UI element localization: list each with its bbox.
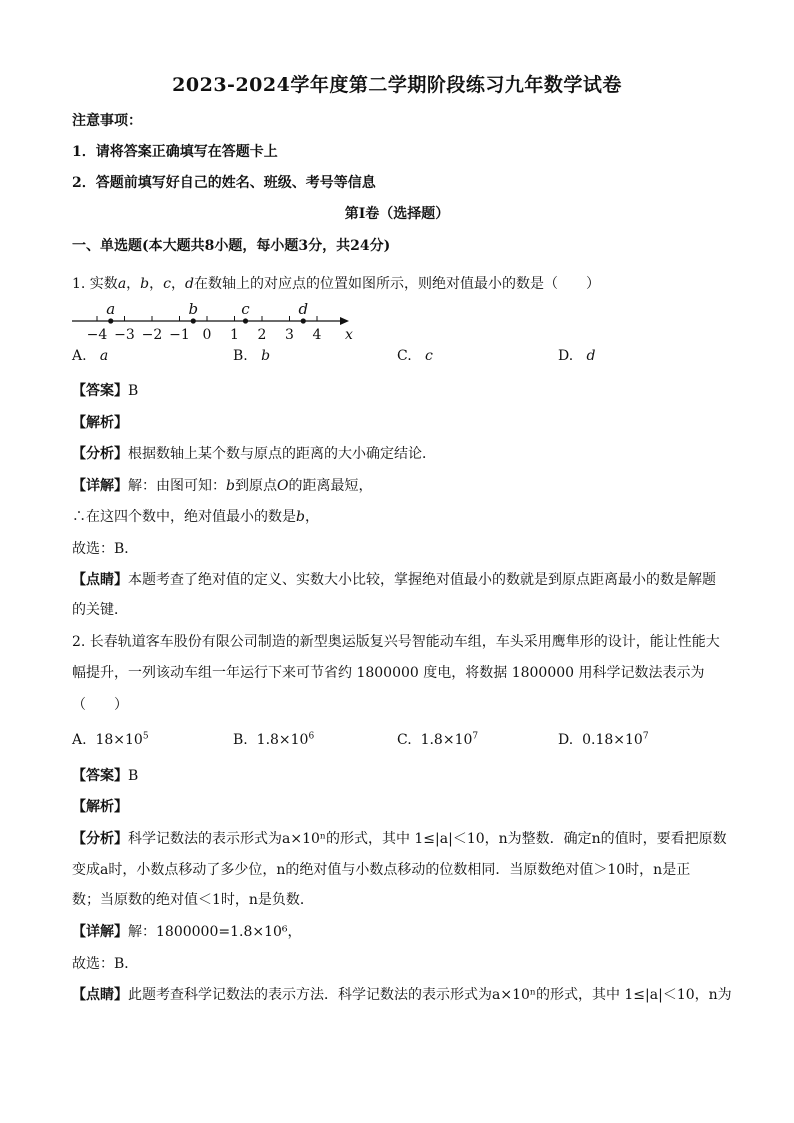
q1-therefore-post: ， (304, 509, 319, 525)
q2-answer-tag: 【答案】 (72, 768, 128, 784)
q1-var-d: d (184, 276, 194, 292)
number-line-tick-label: 2 (257, 327, 267, 343)
section-title: 一、单选题(本大题共8小题，每小题3分，共24分) (72, 238, 391, 254)
q2-option-d-letter: D. (558, 732, 574, 748)
q1-answer-value: B (128, 383, 139, 399)
number-line-tick-label: −2 (141, 327, 163, 343)
q1-option-b-text: b (261, 348, 271, 364)
q1-fenxi (72, 443, 436, 463)
q1-option-b-letter: B. (233, 348, 248, 364)
q1-option-b[interactable] (233, 348, 270, 364)
q1-option-d[interactable] (558, 348, 596, 364)
notice-item-2: 2．答题前填写好自己的姓名、班级、考号等信息 (72, 175, 376, 191)
q1-option-a-letter: A. (72, 348, 87, 364)
q2-analysis-tag: 【解析】 (72, 799, 128, 815)
q1-option-c-letter: C. (397, 348, 412, 364)
q2-option-d-exp: 7 (642, 731, 649, 742)
q1-xiangjie-pre: 解：由图可知： (128, 478, 226, 494)
q1-dianjing-tag: 【点睛】 (72, 572, 128, 588)
q1-dianjing-1 (72, 569, 716, 589)
number-line-tick-label: −3 (114, 327, 135, 343)
q1-xiangjie-o: O (276, 478, 289, 494)
q1-choose: 故选：B． (72, 541, 139, 557)
q2-stem-3: （ ） (72, 697, 128, 713)
q1-option-c-text: c (425, 348, 433, 364)
q1-stem-pre: 1. 实数 (72, 276, 118, 292)
q1-therefore-b: b (296, 509, 305, 525)
q1-xiangjie-mid: 到原点 (234, 478, 277, 494)
q2-stem-2: 幅提升，一列该动车组一年运行下来可节省约 1800000 度电，将数据 1800000 用科学记数法表示为 (72, 665, 705, 681)
q2-option-c-base: 1.8×10 (420, 732, 473, 748)
q2-xiangjie-text: 解：1800000=1.8×10⁶， (128, 924, 302, 940)
q2-fenxi-3: 数；当原数的绝对值＜1时，n是负数． (72, 892, 314, 908)
q2-dianjing-tag: 【点睛】 (72, 987, 128, 1003)
notice-heading: 注意事项： (72, 113, 142, 129)
number-line-point-label-a: a (106, 300, 116, 318)
q1-var-b: b (140, 276, 150, 292)
q1-answer-tag: 【答案】 (72, 383, 128, 399)
number-line-point-label-d: d (298, 300, 309, 318)
q1-fenxi-tag: 【分析】 (72, 446, 128, 462)
q2-fenxi-1 (72, 828, 727, 848)
q2-option-c-exp: 7 (472, 731, 479, 742)
q1-var-a: a (117, 276, 127, 292)
number-line-point-d (301, 318, 306, 323)
q2-option-d[interactable] (558, 732, 649, 748)
q2-stem-1: 2. 长春轨道客车股份有限公司制造的新型奥运版复兴号智能动车组，车头采用鹰隼形的设计，能让性能大 (72, 634, 720, 650)
page-title: 2023-2024学年度第二学期阶段练习九年数学试卷 (172, 74, 622, 96)
number-line-point-c (243, 318, 248, 323)
q2-option-b[interactable] (233, 732, 314, 748)
q1-answer (72, 380, 138, 400)
q2-fenxi-text-1: 科学记数法的表示形式为a×10ⁿ的形式，其中 1≤|a|＜10，n为整数．确定n的值时，要看把原数 (128, 831, 727, 847)
number-line-point-b (191, 318, 196, 323)
q2-option-c[interactable] (397, 732, 478, 748)
q1-xiangjie (72, 475, 372, 495)
q1-analysis-tag: 【解析】 (72, 415, 128, 431)
q1-xiangjie-tag: 【详解】 (72, 478, 128, 494)
q2-option-a-letter: A. (72, 732, 87, 748)
number-line-tick-label: 0 (202, 327, 212, 343)
q1-stem: 1. 实数a，b，c，d在数轴上的对应点的位置如图所示，则绝对值最小的数是（ ） (72, 276, 600, 292)
q2-xiangjie-tag: 【详解】 (72, 924, 128, 940)
q1-fenxi-text: 根据数轴上某个数与原点的距离的大小确定结论． (128, 446, 436, 462)
q2-option-a[interactable] (72, 732, 149, 748)
number-line-tick-label: 4 (312, 327, 322, 343)
volume-title: 第I卷（选择题） (344, 206, 450, 222)
number-line-figure (70, 298, 360, 346)
q2-dianjing (72, 984, 732, 1004)
q2-option-a-base: 18×10 (95, 732, 143, 748)
number-line-tick-label: 3 (285, 327, 294, 343)
q2-answer-value: B (128, 768, 139, 784)
q2-fenxi-tag: 【分析】 (72, 831, 128, 847)
number-line-point-label-c: c (241, 300, 250, 318)
q1-option-a-text: a (99, 348, 109, 364)
q2-option-b-letter: B. (233, 732, 248, 748)
q1-xiangjie-post: 的距离最短， (288, 478, 373, 494)
q2-option-a-exp: 5 (142, 731, 149, 742)
number-line-x-label: x (345, 327, 353, 343)
number-line-point-label-b: b (188, 300, 199, 318)
q1-option-c[interactable] (397, 348, 433, 364)
q2-xiangjie (72, 921, 302, 941)
number-line-arrow-icon (340, 317, 349, 325)
q2-dianjing-text: 此题考查科学记数法的表示方法．科学记数法的表示形式为a×10ⁿ的形式，其中 1≤|a|＜10，n为 (128, 987, 732, 1003)
q2-choose: 故选：B． (72, 956, 139, 972)
number-line-tick-label: −4 (86, 327, 108, 343)
q1-dianjing-text-1: 本题考查了绝对值的定义、实数大小比较，掌握绝对值最小的数就是到原点距离最小的数是解题 (128, 572, 716, 588)
q1-xiangjie-b: b (226, 478, 235, 494)
q1-dianjing-2: 的关键． (72, 602, 128, 618)
q2-option-c-letter: C. (397, 732, 412, 748)
q2-option-d-base: 0.18×10 (582, 732, 643, 748)
number-line-tick-label: 1 (230, 327, 239, 343)
notice-item-1: 1．请将答案正确填写在答题卡上 (72, 144, 278, 160)
q1-option-a[interactable] (72, 348, 108, 364)
q1-therefore (72, 506, 319, 526)
q2-option-b-base: 1.8×10 (256, 732, 309, 748)
q2-answer (72, 765, 138, 785)
q1-therefore-pre: ∴在这四个数中，绝对值最小的数是 (72, 509, 296, 525)
number-line-tick-label: −1 (169, 327, 190, 343)
number-line-point-a (108, 318, 113, 323)
q1-option-d-letter: D. (558, 348, 574, 364)
q1-var-c: c (163, 276, 171, 292)
q1-stem-post: 在数轴上的对应点的位置如图所示，则绝对值最小的数是（ ） (193, 276, 600, 292)
q2-option-b-exp: 6 (308, 731, 315, 742)
q2-fenxi-2: 变成a时，小数点移动了多少位，n的绝对值与小数点移动的位数相同．当原数绝对值＞10时，n是正 (72, 862, 691, 878)
q1-option-d-text: d (586, 348, 596, 364)
